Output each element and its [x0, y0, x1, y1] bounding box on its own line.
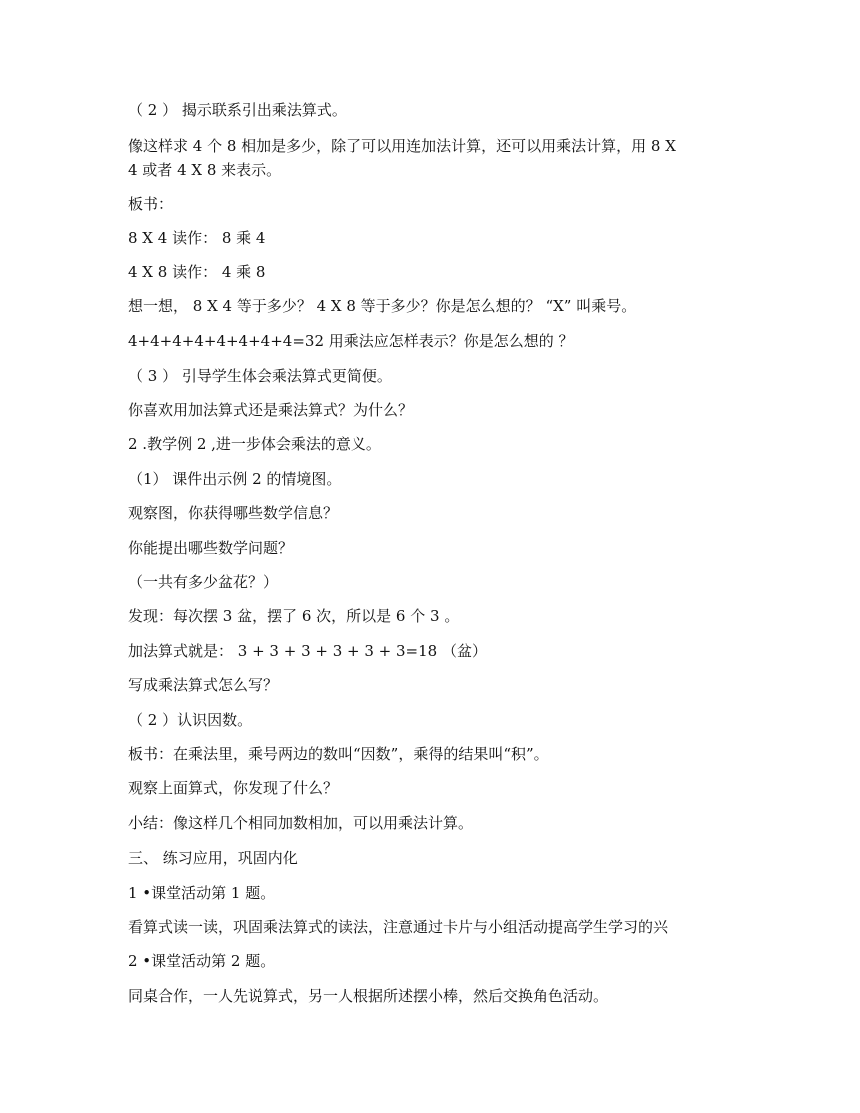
- text-line: （一共有多少盆花？）: [128, 573, 279, 591]
- text-line: （ 3 ） 引导学生体会乘法算式更简便。: [128, 367, 392, 385]
- text-line: 观察上面算式，你发现了什么？: [128, 779, 339, 797]
- text-line: 2 •课堂活动第 2 题。: [128, 952, 276, 970]
- text-line: 你喜欢用加法算式还是乘法算式？为什么？: [128, 401, 414, 419]
- text-line: 想一想， 8 X 4 等于多少？ 4 X 8 等于多少？你是怎么想的？ “X” 叫乘号。: [128, 297, 637, 315]
- text-line: 看算式读一读，巩固乘法算式的读法，注意通过卡片与小组活动提高学生学习的兴: [128, 918, 669, 936]
- text-line: 写成乘法算式怎么写？: [128, 676, 279, 694]
- text-line: 观察图，你获得哪些数学信息？: [128, 504, 339, 522]
- text-line: 板书：在乘法里，乘号两边的数叫“因数”，乘得的结果叫“积”。: [128, 745, 549, 763]
- text-line: 4+4+4+4+4+4+4+4=32 用乘法应怎样表示？你是怎么想的 ？: [128, 332, 574, 350]
- text-line: 4 X 8 读作： 4 乘 8: [128, 263, 266, 281]
- text-line: 三、 练习应用，巩固内化: [128, 849, 298, 867]
- text-line: 4 或者 4 X 8 来表示。: [128, 161, 282, 179]
- text-line: （1） 课件出示例 2 的情境图。: [128, 470, 342, 488]
- text-line: 同桌合作，一人先说算式，另一人根据所述摆小棒，然后交换角色活动。: [128, 987, 609, 1005]
- text-line: 1 •课堂活动第 1 题。: [128, 884, 276, 902]
- text-line: 你能提出哪些数学问题？: [128, 539, 294, 557]
- text-line: 2 .教学例 2 ,进一步体会乘法的意义。: [128, 435, 381, 453]
- text-line: （ 2 ）认识因数。: [128, 711, 253, 729]
- text-line: 8 X 4 读作： 8 乘 4: [128, 229, 266, 247]
- text-line: 像这样求 4 个 8 相加是多少，除了可以用连加法计算，还可以用乘法计算，用 8 X: [128, 137, 676, 155]
- text-line: 发现：每次摆 3 盆，摆了 6 次，所以是 6 个 3 。: [128, 607, 460, 625]
- text-line: 板书：: [128, 195, 174, 213]
- text-line: 加法算式就是： 3 + 3 + 3 + 3 + 3 + 3=18 （盆）: [128, 642, 487, 660]
- text-line: 小结：像这样几个相同加数相加，可以用乘法计算。: [128, 814, 474, 832]
- text-line: （ 2 ） 揭示联系引出乘法算式。: [128, 101, 347, 119]
